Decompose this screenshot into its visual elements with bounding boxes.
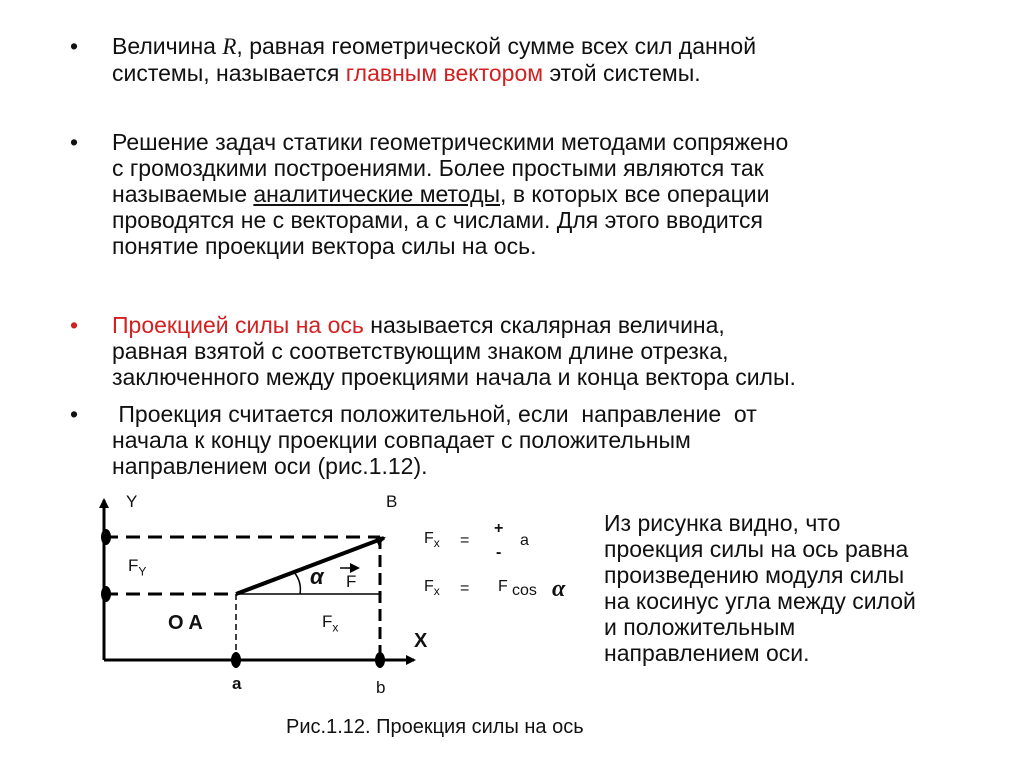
f2-f-sub: x <box>433 584 440 599</box>
label-b-lower: b <box>376 678 386 697</box>
label-oa: O A <box>168 612 203 634</box>
bullet-marker: • <box>70 33 79 59</box>
label-b-point: B <box>386 492 398 511</box>
label-fy <box>128 556 146 578</box>
fx-sub: x <box>332 620 339 635</box>
f1-f-main: F <box>424 530 434 547</box>
f2-f2: F <box>498 578 508 595</box>
figure-explanation <box>604 510 1004 666</box>
bullet-2-line-4: проводятся не с векторами, а с числами. Для этого вводится <box>112 207 763 233</box>
f1-f <box>424 530 440 550</box>
text: называемые <box>112 181 254 207</box>
text: Величина <box>112 33 223 59</box>
bullet-2-line-3 <box>112 181 970 207</box>
explanation-line-3: произведению модуля силы <box>604 562 905 588</box>
explanation-line-6: направлением оси. <box>604 640 810 666</box>
text: системы, называется <box>112 60 346 86</box>
fy-main: F <box>128 556 139 575</box>
bullet-3-line-2: равная взятой с соответствующим знаком длине отрезка, <box>112 338 729 364</box>
symbol-R: R <box>222 34 237 59</box>
bullet-2-line-2: с громоздкими построениями. Более простыми являются так <box>112 155 764 181</box>
text: этой системы. <box>543 60 701 86</box>
text: , равная геометрической сумме всех сил данной <box>236 33 757 59</box>
explanation-line-1: Из рисунка видно, что <box>604 510 841 536</box>
f1-plus: + <box>494 520 504 537</box>
angle-arc <box>294 572 300 594</box>
bullet-2-line-5: понятие проекции вектора силы на ось. <box>112 233 537 259</box>
fy-sub: Y <box>138 564 147 579</box>
text: , в которых все операции <box>500 181 770 207</box>
projection-figure <box>96 484 456 704</box>
term-main-vector: главным вектором <box>345 60 544 86</box>
figure-caption: Рис.1.12. Проекция силы на ось <box>286 716 584 738</box>
term-analytic-methods: аналитические методы <box>253 181 501 207</box>
fx-main: F <box>322 612 333 631</box>
text: называется скалярная величина, <box>363 312 725 338</box>
bullet-1-line-2 <box>112 60 970 86</box>
label-alpha: α <box>310 564 324 589</box>
dot-y-bottom <box>101 586 111 602</box>
bullet-4-line-3: направлением оси (рис.1.12). <box>112 453 428 479</box>
f2-f-main: F <box>424 578 434 595</box>
explanation-line-5: и положительным <box>604 614 796 640</box>
bullet-3-line-3: заключенного между проекциями начала и конца вектора силы. <box>112 364 796 390</box>
f2-alpha: α <box>552 576 566 602</box>
explanation-line-2: проекция силы на ось равна <box>604 536 909 562</box>
bullet-1-line-1 <box>112 33 970 60</box>
bullet-marker: • <box>70 312 79 338</box>
label-x: X <box>414 630 428 652</box>
dot-b <box>375 652 385 668</box>
projection-diagram <box>96 484 456 704</box>
f1-a: a <box>520 532 529 549</box>
f2-f <box>424 578 440 598</box>
label-y: Y <box>126 492 138 511</box>
dot-y-top <box>101 529 111 545</box>
f1-minus: - <box>496 544 502 561</box>
bullet-marker: • <box>70 401 79 427</box>
label-a-point: a <box>232 674 242 693</box>
label-f: F <box>346 572 357 591</box>
bullet-marker: • <box>70 129 79 155</box>
f1-f-sub: x <box>433 536 440 551</box>
explanation-line-4: на косинус угла между силой <box>604 588 916 614</box>
bullet-2-line-1: Решение задач статики геометрическими методами сопряжено <box>112 129 789 155</box>
f1-eq: = <box>460 532 470 549</box>
bullet-4-line-1: Проекция считается положительной, если направление от <box>112 401 757 427</box>
bullet-3-line-1 <box>112 312 970 338</box>
bullet-4-line-2: начала к концу проекции совпадает с положительным <box>112 427 691 453</box>
label-fx <box>322 612 338 634</box>
f2-eq: = <box>460 580 470 597</box>
term-projection: Проекцией силы на ось <box>112 312 364 338</box>
f2-cos: cos <box>512 582 537 599</box>
dot-a <box>231 652 241 668</box>
